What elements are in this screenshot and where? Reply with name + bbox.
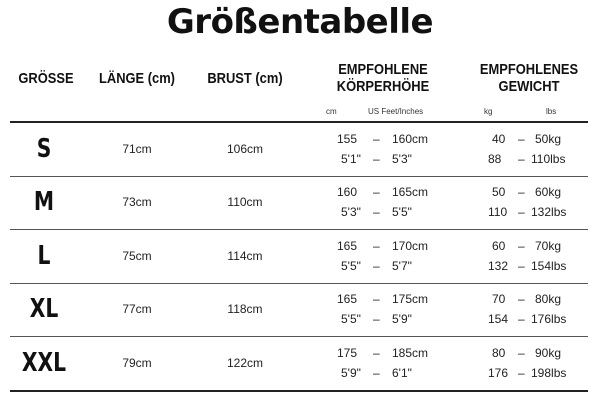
weight-lbs-from: 110 <box>488 205 508 220</box>
height-ft-to: 5'7" <box>392 258 412 273</box>
height-ft-dash: – <box>373 258 380 273</box>
size-label: XL <box>29 294 59 325</box>
height-ft-to: 6'1" <box>392 365 412 380</box>
header-height-line1: EMPFOHLENE <box>338 61 428 78</box>
subheader-weight-kg: kg <box>484 107 493 116</box>
row-divider <box>10 336 588 337</box>
weight-kg-to: 90kg <box>535 345 562 360</box>
height-cm-to: 170cm <box>392 238 429 253</box>
height-cm-dash: – <box>373 345 380 360</box>
size-label: M <box>33 187 55 218</box>
weight-kg-dash: – <box>518 238 525 253</box>
length-value: 77cm <box>122 302 152 317</box>
weight-kg-from: 80 <box>492 345 506 360</box>
height-cm-from: 155 <box>337 131 358 146</box>
height-ft-dash: – <box>373 365 380 380</box>
header-weight <box>473 56 585 100</box>
weight-lbs-dash: – <box>518 205 525 220</box>
height-cm-to: 165cm <box>392 185 429 200</box>
height-cm-to: 175cm <box>392 292 429 307</box>
weight-kg-from: 70 <box>492 292 506 307</box>
height-cm-from: 165 <box>337 292 358 307</box>
weight-kg-dash: – <box>518 345 525 360</box>
height-ft-from: 5'3" <box>341 205 361 220</box>
size-label: L <box>37 240 51 271</box>
height-cm-from: 160 <box>337 185 358 200</box>
height-cm-to: 185cm <box>392 345 429 360</box>
header-chest: BRUST (cm) <box>207 69 283 87</box>
header-height-line2: KÖRPERHÖHE <box>336 78 430 95</box>
chest-value: 118cm <box>227 302 263 317</box>
size-label: XXL <box>21 347 67 378</box>
weight-lbs-to: 132lbs <box>531 205 567 220</box>
height-ft-dash: – <box>373 205 380 220</box>
height-cm-dash: – <box>373 238 380 253</box>
height-ft-to: 5'5" <box>392 205 412 220</box>
weight-kg-to: 80kg <box>535 292 562 307</box>
weight-kg-to: 50kg <box>535 131 562 146</box>
height-ft-from: 5'1" <box>341 151 361 166</box>
weight-lbs-to: 110lbs <box>531 151 566 166</box>
page-title: Größentabelle <box>166 2 434 42</box>
height-ft-from: 5'9" <box>341 365 361 380</box>
chest-value: 122cm <box>226 355 264 370</box>
subheader-height-cm: cm <box>326 107 337 116</box>
header-divider <box>10 121 588 123</box>
row-divider <box>10 229 588 230</box>
weight-lbs-from: 154 <box>488 312 509 327</box>
weight-lbs-dash: – <box>518 312 525 327</box>
height-cm-from: 165 <box>337 238 358 253</box>
weight-kg-from: 40 <box>492 131 506 146</box>
weight-kg-from: 50 <box>492 185 506 200</box>
chest-value: 106cm <box>226 141 264 156</box>
length-value: 79cm <box>122 355 152 370</box>
chest-value: 114cm <box>227 248 263 263</box>
weight-lbs-to: 198lbs <box>531 365 567 380</box>
header-height <box>327 56 439 100</box>
weight-kg-from: 60 <box>492 238 506 253</box>
header-weight-line1: EMPFOHLENES <box>479 61 579 78</box>
header-size: GRÖSSE <box>18 69 74 87</box>
height-cm-dash: – <box>373 131 380 146</box>
height-ft-to: 5'9" <box>392 312 412 327</box>
row-divider <box>10 176 588 177</box>
weight-kg-to: 70kg <box>535 238 562 253</box>
height-ft-dash: – <box>373 312 380 327</box>
weight-kg-dash: – <box>518 292 525 307</box>
weight-lbs-to: 154lbs <box>531 258 567 273</box>
row-divider <box>10 283 588 284</box>
length-value: 71cm <box>122 141 152 156</box>
length-value: 75cm <box>122 248 152 263</box>
length-value: 73cm <box>122 195 152 210</box>
header-weight-line2: GEWICHT <box>498 78 560 95</box>
weight-lbs-from: 176 <box>488 365 509 380</box>
weight-kg-dash: – <box>518 131 525 146</box>
header-length: LÄNGE (cm) <box>99 69 175 87</box>
weight-kg-to: 60kg <box>535 185 562 200</box>
weight-lbs-dash: – <box>518 258 525 273</box>
height-ft-dash: – <box>373 151 380 166</box>
weight-kg-dash: – <box>518 185 525 200</box>
height-ft-from: 5'5" <box>341 258 361 273</box>
weight-lbs-dash: – <box>518 365 525 380</box>
row-divider <box>10 390 588 392</box>
height-cm-dash: – <box>373 292 380 307</box>
weight-lbs-from: 88 <box>488 151 502 166</box>
height-ft-from: 5'5" <box>341 312 361 327</box>
weight-lbs-dash: – <box>518 151 525 166</box>
height-cm-dash: – <box>373 185 380 200</box>
height-ft-to: 5'3" <box>392 151 412 166</box>
chest-value: 110cm <box>227 195 263 210</box>
weight-lbs-from: 132 <box>488 258 509 273</box>
size-label: S <box>36 133 52 164</box>
subheader-weight-lbs: lbs <box>546 107 557 116</box>
subheader-height-ft: US Feet/Inches <box>368 107 424 116</box>
weight-lbs-to: 176lbs <box>531 312 567 327</box>
height-cm-from: 175 <box>337 345 358 360</box>
height-cm-to: 160cm <box>392 131 429 146</box>
